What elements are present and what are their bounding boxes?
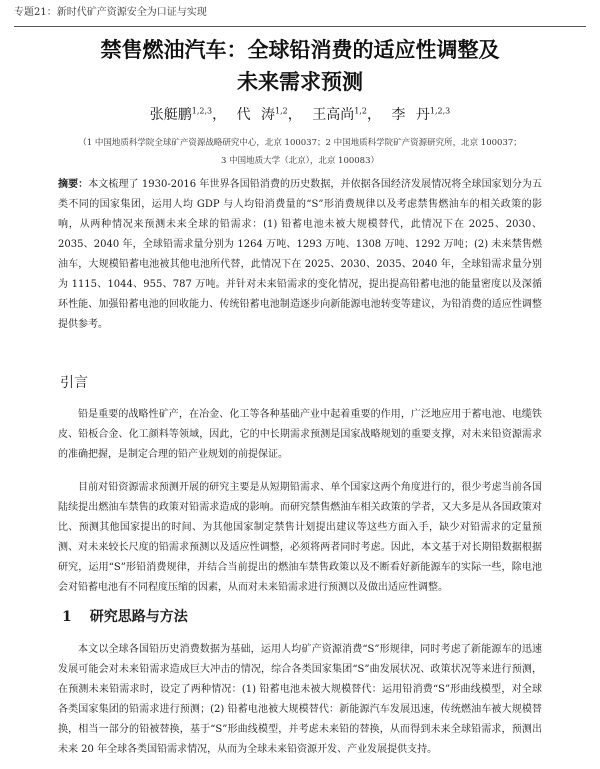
author: 张艇鹏$^{1,2,3}$ bbox=[149, 106, 213, 123]
abstract bbox=[58, 175, 542, 335]
author-list: 张艇鹏$^{1,2,3}$， 代 涛$^{1,2}$， 王高尚$^{1,2}$， 李 丹$^{1,2,3}$ bbox=[149, 106, 451, 123]
paper-title-line2: 未来需求预测 bbox=[237, 70, 363, 94]
affiliation-line2: 3 中国地质大学（北京），北京 100083） bbox=[220, 156, 379, 166]
paper-title-line1: 禁售燃油汽车：全球铅消费的适应性调整及 bbox=[100, 38, 500, 62]
section-heading-intro: 引言 bbox=[60, 375, 88, 391]
author: 代 涛$^{1,2}$ bbox=[236, 106, 288, 123]
abstract-label: 摘要： bbox=[58, 179, 89, 190]
section-number: 1 bbox=[62, 609, 72, 625]
affiliation-line1: （1 中国地质科学院全球矿产资源战略研究中心，北京 100037；2 中国地质科学院矿产资源研究所，北京 100037； bbox=[78, 138, 522, 148]
section-title: 研究思路与方法 bbox=[89, 609, 188, 625]
section-heading-methods bbox=[62, 606, 188, 626]
abstract-text: 本文梳理了 1930-2016 年世界各国铅消费的历史数据，并依据各国经济发展情况将全球国家划分为五类不同的国家集团，运用人均 GDP 与人均铅消费量的“S”形消费规律以及考虑禁售燃油车的相关政策的影响，从两种情况来预测未来全球的铅需求：(1) 铅蓄电池未被大规模替代，此情况下在 2025、2030、2035、2040 年，全球铅需求量分别为 1264 万吨、1293 万吨、1308 万吨、1292 万吨；(2) 未来禁售燃油车，大规模铅蓄电池被其他电池所代替，此情况下在 2025、2030、2035、2040 年，全球铅需求量分别为 1115、1044、955、787 万吨。并针对未来铅需求的变化情况，提出提高铅蓄电池的能量密度以及深循环性能、加强铅蓄电池的回收能力、传统铅蓄电池制造逐步向新能源电池转变等建议，为铅消费的适应性调整提供参考。 bbox=[58, 179, 542, 330]
journal-header: 专题21：新时代矿产资源安全为口证与实现 bbox=[14, 0, 586, 27]
paragraph: 目前对铅资源需求预测开展的研究主要是从短期铅需求、单个国家这两个角度进行的，很少考虑当前各国陆续提出燃油车禁售的政策对铅需求造成的影响。而研究禁售燃油车相关政策的学者，又大多是从各国政策对比、预测其他国家提出的时间、为其他国家制定禁售计划提出建议等这些方面入手，缺少对铅需求的定量预测、对未来较长尺度的铅需求预测以及适应性调整，必须将两者同时考虑。因此，本文基于对长期铅数据根据研究，运用“S”形铅消费规律，并结合当前提出的燃油车禁售政策以及不断看好新能源车的实际一些，除电池会对铅蓄电池有不同程度压缩的因素，从而对未来铅需求进行预测以及做出适应性调整。 bbox=[58, 482, 542, 593]
author: 李 丹$^{1,2,3}$ bbox=[391, 106, 451, 123]
paragraph: 本文以全球各国铅历史消费数据为基础，运用人均矿产资源消费“S”形规律，同时考虑了新能源车的迅速发展可能会对未来铅需求造成巨大冲击的情况，综合各类国家集团“S”曲发展状况、政策状况等来进行预测，在预测未来铅需求时，设定了两种情况：(1) 铅蓄电池未被大规模替代：运用铅消费“S”形曲线模型，对全球各类国家集团的铅需求进行预测；(2) 铅蓄电池被大规模替代：新能源汽车发展迅速，传统燃油车被大规模替换，相当一部分的铅被替换，基于“S”形曲线模型，并考虑未来铅的替换，从而得到未来全球铅需求，预测出未来 20 年全球各类国铅需求情况，从而为全球未来铅资源开发、产业发展提供支持。 bbox=[58, 644, 542, 755]
author: 王高尚$^{1,2}$ bbox=[312, 106, 367, 123]
paragraph: 铅是重要的战略性矿产，在冶金、化工等各种基础产业中起着重要的作用，广泛地应用于蓄电池、电缆铁皮、铅板合金、化工颜料等领域，因此，它的中长期需求预测是国家战略规划的重要支撑，对未来铅资源需求的准确把握，是制定合理的铅产业规划的前提保证。 bbox=[58, 409, 542, 460]
